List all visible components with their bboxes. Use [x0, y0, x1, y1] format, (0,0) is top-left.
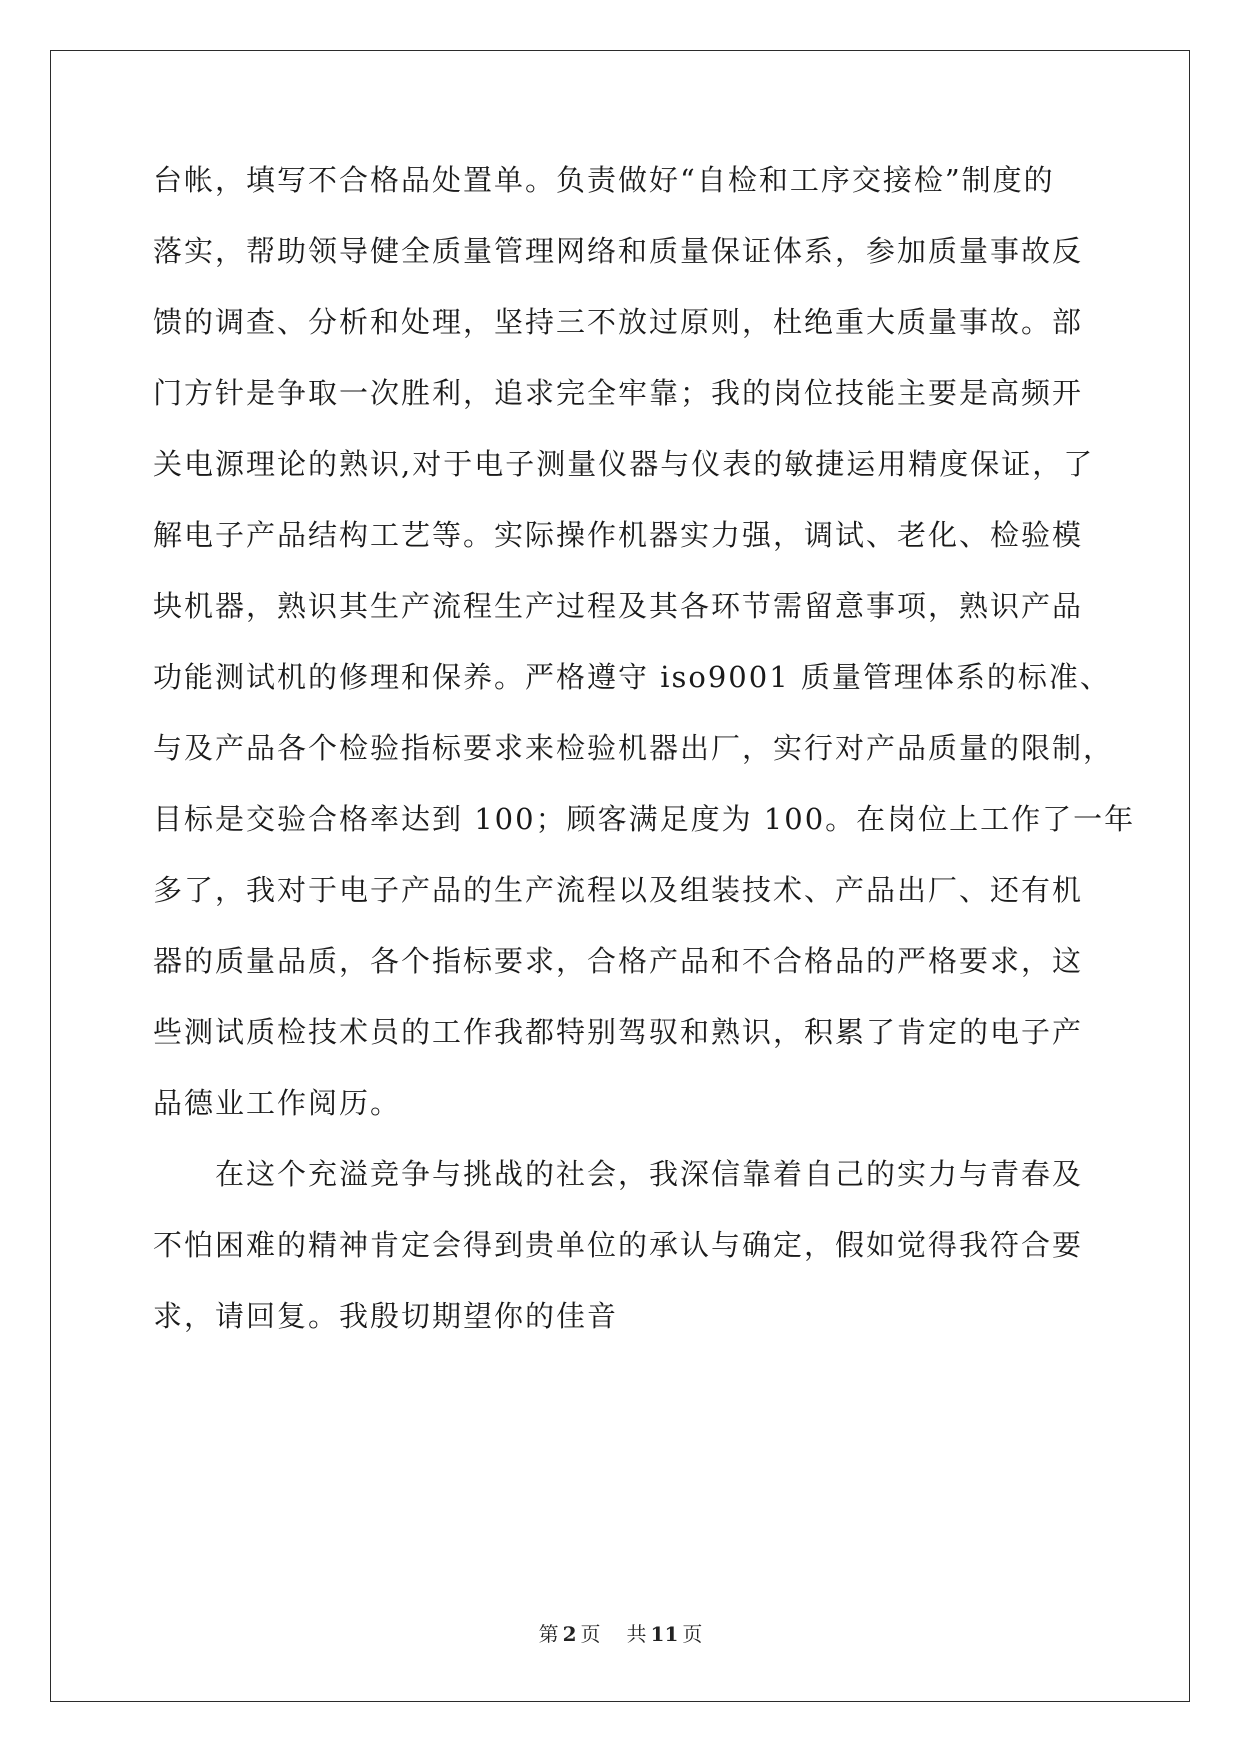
page-footer — [0, 1622, 1241, 1646]
total-page-number: 11 — [650, 1622, 679, 1646]
total-prefix: 共 — [626, 1622, 647, 1646]
paragraph-start-line: 在这个充溢竞争与挑战的社会，我深信靠着自己的实力与青春及 — [153, 1157, 1084, 1191]
total-suffix: 页 — [682, 1622, 703, 1646]
text-line: 器的质量品质，各个指标要求，合格产品和不合格品的严格要求，这 — [153, 944, 1084, 978]
text-line: 块机器，熟识其生产流程生产过程及其各环节需留意事项，熟识产品 — [153, 589, 1084, 623]
text-line: 落实，帮助领导健全质量管理网络和质量保证体系，参加质量事故反 — [153, 234, 1084, 268]
text-line: 些测试质检技术员的工作我都特别驾驭和熟识，积累了肯定的电子产 — [153, 1015, 1084, 1049]
text-line: 台帐，填写不合格品处置单。负责做好“自检和工序交接检”制度的 — [153, 163, 1055, 197]
text-line: 与及产品各个检验指标要求来检验机器出厂，实行对产品质量的限制， — [153, 731, 1115, 765]
text-line: 求，请回复。我殷切期望你的佳音 — [153, 1299, 619, 1333]
text-line: 多了，我对于电子产品的生产流程以及组装技术、产品出厂、还有机 — [153, 873, 1084, 907]
text-line: 目标是交验合格率达到 100；顾客满足度为 100。在岗位上工作了一年 — [153, 802, 1136, 836]
page-suffix: 页 — [580, 1622, 601, 1646]
text-line: 门方针是争取一次胜利，追求完全牢靠；我的岗位技能主要是高频开 — [153, 376, 1084, 410]
page-prefix: 第 — [538, 1622, 559, 1646]
text-line: 不怕困难的精神肯定会得到贵单位的承认与确定，假如觉得我符合要 — [153, 1228, 1084, 1262]
text-line: 解电子产品结构工艺等。实际操作机器实力强，调试、老化、检验模 — [153, 518, 1084, 552]
text-line: 馈的调查、分析和处理，坚持三不放过原则，杜绝重大质量事故。部 — [153, 305, 1084, 339]
current-page-number: 2 — [562, 1622, 577, 1646]
text-line: 品德业工作阅历。 — [153, 1086, 402, 1120]
text-line: 功能测试机的修理和保养。严格遵守 iso9001 质量管理体系的标准、 — [153, 660, 1111, 694]
text-line: 关电源理论的熟识,对于电子测量仪器与仪表的敏捷运用精度保证，了 — [153, 447, 1095, 481]
